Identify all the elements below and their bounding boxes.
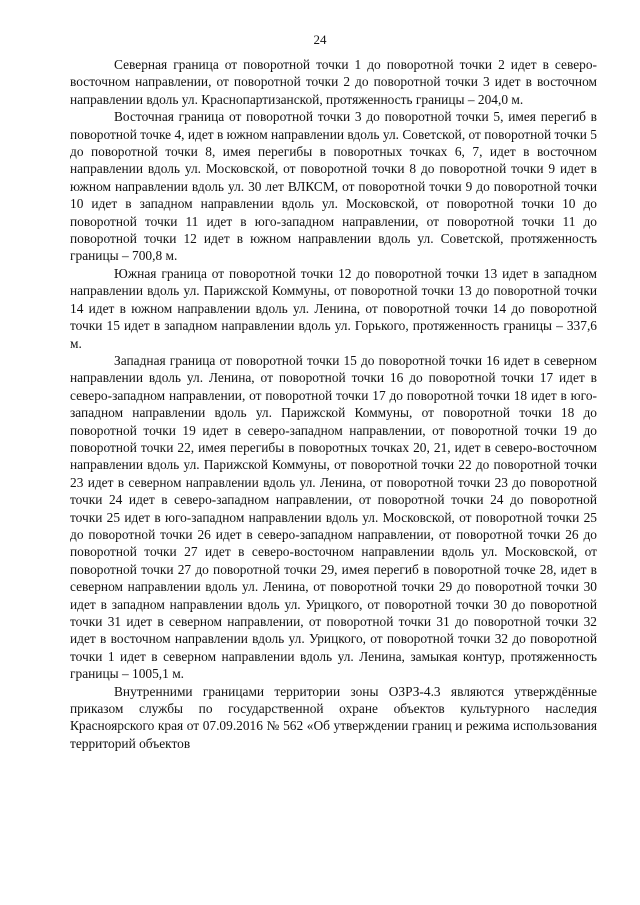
paragraph-internal-boundaries: Внутренними границами территории зоны ОЗРЗ-4.3 являются утверждённые приказом службы по государственной охране объектов культурного наследия Красноярского края от 07.09.2016 № 562 «Об утверждении границ и режима использования территорий объектов — [70, 683, 597, 751]
paragraph-south-boundary: Южная граница от поворотной точки 12 до поворотной точки 13 идет в западном направлении вдоль ул. Парижской Коммуны, от поворотной точки 13 до поворотной точки 14 идет в южном направлении вдоль ул. Ленина, от поворотной точки 14 до поворотной точки 15 идет в западном направлении вдоль ул. Горького, протяженность границы – 337,6 м. — [70, 265, 597, 351]
paragraph-east-boundary: Восточная граница от поворотной точки 3 до поворотной точки 5, имея перегиб в поворотной точке 4, идет в южном направлении вдоль ул. Советской, от поворотной точки 5 до поворотной точки 8, имея перегибы в поворотных точках 6, 7, идет в восточном направлении вдоль ул. Московской, от поворотной точки 8 до поворотной точки 9 идет в южном направлении вдоль ул. 30 лет ВЛКСМ, от поворотной точки 9 до поворотной точки 10 идет в западном направлении вдоль ул. Московской, от поворотной точки 10 до поворотной точки 11 идет в юго-западном направлении, от поворотной точки 11 до поворотной точки 12 идет в южном направлении вдоль ул. Советской, протяженность границы – 700,8 м. — [70, 109, 597, 264]
page-number: 24 — [313, 32, 327, 47]
paragraph-north-boundary: Северная граница от поворотной точки 1 до поворотной точки 2 идет в северо-восточном направлении, от поворотной точки 2 до поворотной точки 3 идет в восточном направлении вдоль ул. Краснопартизанской, протяженность границы – 204,0 м. — [70, 57, 597, 107]
document-body — [70, 56, 597, 752]
paragraph-west-boundary: Западная граница от поворотной точки 15 до поворотной точки 16 идет в северном направлении вдоль ул. Ленина, от поворотной точки 16 до поворотной точки 17 идет в северо-западном направлении, от поворотной точки 17 до поворотной точки 18 идет в юго-западном направлении вдоль ул. Парижской Коммуны, от поворотной точки 18 до поворотной точки 19 идет в северо-западном направлении, от поворотной точки 19 до поворотной точки 22, имея перегибы в поворотных точках 20, 21, идет в северо-восточном направлении вдоль ул. Парижской Коммуны, от поворотной точки 22 до поворотной точки 23 идет в северном направлении вдоль ул. Ленина, от поворотной точки 23 до поворотной точки 24 идет в северо-западном направлении, от поворотной точки 24 до поворотной точки 25 идет в юго-западном направлении вдоль ул. Московской, от поворотной точки 25 до поворотной точки 26 идет в северо-западном направлении, от поворотной точки 26 до поворотной точки 27 идет в северо-восточном направлении вдоль ул. Московской, от поворотной точки 27 до поворотной точки 29, имея перегиб в поворотной точке 28, идет в северном направлении вдоль ул. Ленина, от поворотной точки 29 до поворотной точки 30 идет в западном направлении вдоль ул. Урицкого, от поворотной точки 30 до поворотной точки 31 идет в северном направлении, от поворотной точки 31 до поворотной точки 32 идет в восточном направлении вдоль ул. Урицкого, от поворотной точки 32 до поворотной точки 1 идет в северном направлении вдоль ул. Ленина, замыкая контур, протяженность границы – 1005,1 м. — [70, 352, 597, 682]
